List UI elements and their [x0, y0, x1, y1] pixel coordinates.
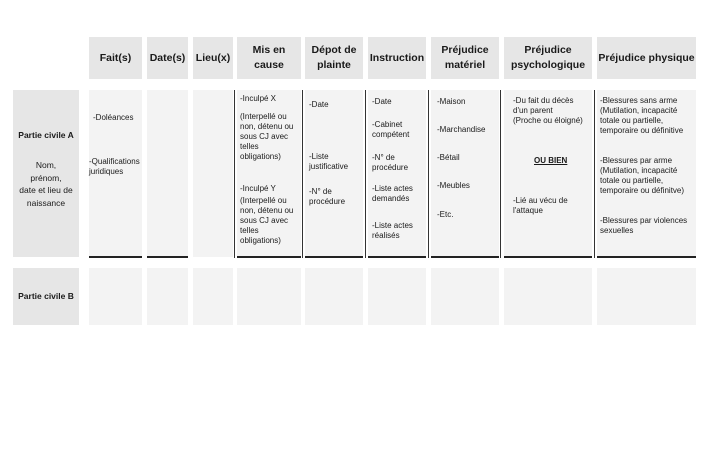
row-b-cell-prejudice-physique [597, 268, 696, 325]
materiel-betail: -Bétail [437, 153, 460, 162]
row-a-underline [147, 256, 188, 258]
row-a-underline [89, 256, 142, 258]
row-a-label [13, 90, 79, 257]
column-divider [302, 90, 303, 258]
instruction-date: -Date [372, 97, 392, 106]
row-a-cell-depot [305, 90, 363, 257]
instruction-cabinet: -Cabinet compétent [372, 120, 410, 139]
row-a-underline [504, 256, 592, 258]
materiel-etc: -Etc. [437, 210, 454, 219]
mec-inculpe-y: -Inculpé Y [240, 184, 276, 193]
header-prejudice-physique: Préjudice physique [597, 37, 696, 79]
instruction-actes-realises: -Liste actes réalisés [372, 221, 413, 240]
physique-violences-sexuelles: -Blessures par violences sexuelles [600, 216, 688, 235]
row-b-cell-depot [305, 268, 363, 325]
row-b-label [13, 268, 79, 325]
instruction-numero-procedure: -N° de procédure [372, 153, 409, 172]
depot-numero-procedure: -N° de procédure [309, 187, 346, 206]
psy-deces-parent: -Du fait du décès d'un parent (Proche ou éloigné) [513, 96, 583, 125]
column-divider [428, 90, 429, 258]
row-a-cell-dates [147, 90, 188, 257]
row-b-cell-mis-en-cause [237, 268, 301, 325]
depot-date: -Date [309, 100, 329, 109]
row-a-cell-prejudice-materiel [431, 90, 499, 257]
row-a-cell-lieux [193, 90, 233, 257]
mec-inculpe-y-details: (Interpellé ou non, détenu ou sous CJ avec telles obligations) [240, 196, 294, 245]
column-divider [500, 90, 501, 258]
psy-vecu-attaque: -Lié au vécu de l'attaque [513, 196, 568, 215]
psy-ou-bien: OU BIEN [534, 156, 568, 165]
header-depot-plainte: Dépot de plainte [305, 37, 363, 79]
row-a-underline [237, 256, 301, 258]
row-b-cell-prejudice-materiel [431, 268, 499, 325]
mec-inculpe-x-details: (Interpellé ou non, détenu ou sous CJ avec telles obligations) [240, 112, 294, 161]
row-b-cell-prejudice-psychologique [504, 268, 592, 325]
row-a-underline [305, 256, 363, 258]
materiel-maison: -Maison [437, 97, 466, 106]
row-b-title: Partie civile B [18, 291, 74, 301]
header-prejudice-materiel: Préjudice matériel [431, 37, 499, 79]
column-divider [365, 90, 366, 258]
physique-par-arme: -Blessures par arme (Mutilation, incapacité totale ou partielle, temporaire ou définitve) [600, 156, 685, 195]
row-a-underline [368, 256, 426, 258]
instruction-actes-demandes: -Liste actes demandés [372, 184, 413, 203]
row-b-cell-dates [147, 268, 188, 325]
depot-liste-justificative: -Liste justificative [309, 152, 349, 171]
column-divider [594, 90, 595, 258]
header-faits: Fait(s) [89, 37, 142, 79]
header-prejudice-psychologique: Préjudice psychologique [504, 37, 592, 79]
row-b-cell-lieux [193, 268, 233, 325]
row-b-cell-faits [89, 268, 142, 325]
materiel-meubles: -Meubles [437, 181, 470, 190]
faits-doleances: -Doléances [93, 113, 134, 122]
materiel-marchandise: -Marchandise [437, 125, 486, 134]
header-lieux: Lieu(x) [193, 37, 233, 79]
mec-inculpe-x: -Inculpé X [240, 94, 277, 103]
row-a-title: Partie civile A [18, 130, 74, 140]
row-a-underline [431, 256, 499, 258]
row-a-subtitle: Nom, prénom, date et lieu de naissance [19, 160, 73, 208]
faits-qualifications: -Qualifications juridiques [89, 157, 140, 176]
physique-sans-arme: -Blessures sans arme (Mutilation, incapacité totale ou partielle, temporaire ou définitive [600, 96, 684, 135]
header-dates: Date(s) [147, 37, 188, 79]
row-a-underline [597, 256, 696, 258]
column-divider [234, 90, 235, 258]
row-b-cell-instruction [368, 268, 426, 325]
header-mis-en-cause: Mis en cause [237, 37, 301, 79]
header-instruction: Instruction [368, 37, 426, 79]
